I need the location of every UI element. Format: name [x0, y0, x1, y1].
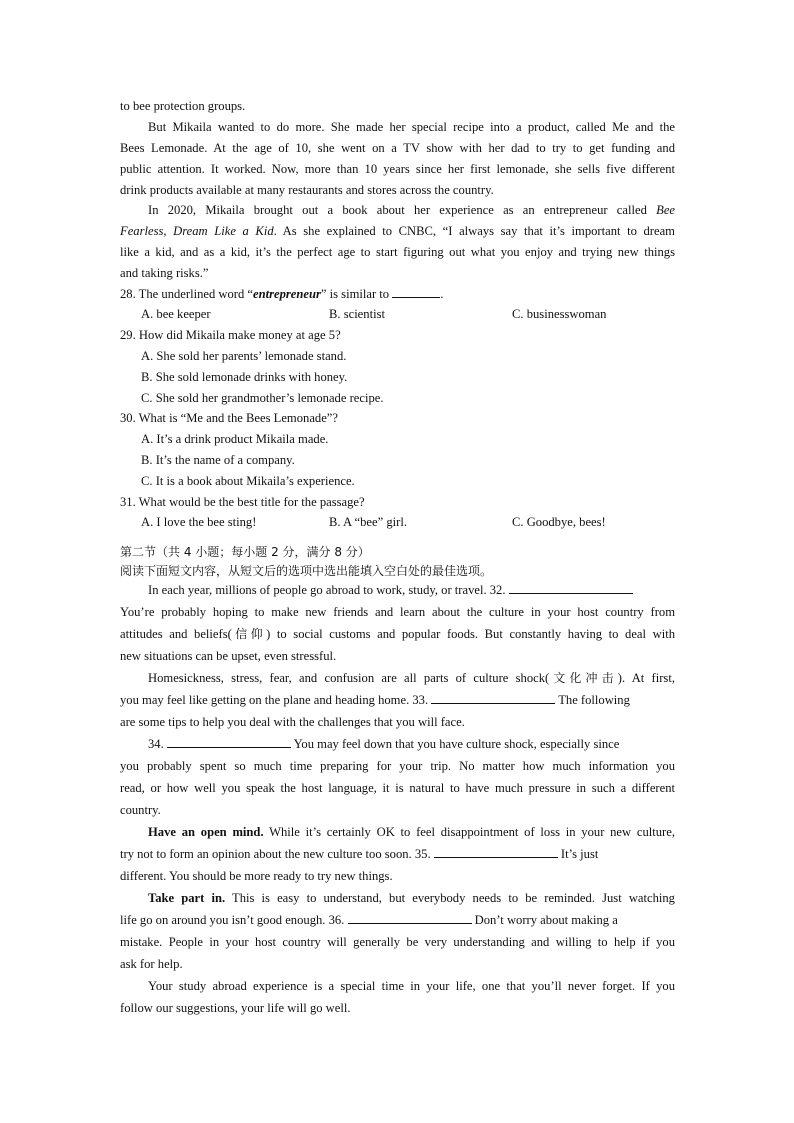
passage-line: Homesickness, stress, fear, and confusion are all parts of culture shock(文化冲击). At first,: [148, 671, 675, 685]
option-b: B. A “bee” girl.: [329, 515, 407, 529]
passage-line: mistake. People in your host country will generally be very understanding and willing to help if you: [120, 935, 675, 949]
option-b: B. She sold lemonade drinks with honey.: [141, 370, 348, 384]
option-c: C. businesswoman: [512, 307, 607, 321]
option-c: C. Goodbye, bees!: [512, 515, 606, 529]
option-c: C. She sold her grandmother’s lemonade recipe.: [141, 391, 384, 405]
option-a: A. She sold her parents’ lemonade stand.: [141, 349, 347, 363]
passage-line: new situations can be upset, even stressful.: [120, 649, 337, 663]
passage-line: public attention. It worked. Now, more than 10 years since her first lemonade, she sells five different: [120, 162, 675, 176]
answer-blank: [392, 286, 440, 298]
option-b: B. It’s the name of a company.: [141, 453, 295, 467]
passage-line: In 2020, Mikaila brought out a book about her experience as an entrepreneur called Bee: [148, 203, 675, 217]
passage-line: ask for help.: [120, 957, 183, 971]
book-title: Bee: [656, 203, 675, 217]
tip-heading: Have an open mind.: [148, 825, 264, 839]
passage-line: You’re probably hoping to make new friends and learn about the culture in your host country from: [120, 605, 675, 619]
option-a: A. bee keeper: [141, 307, 211, 321]
passage-line: Take part in. This is easy to understand, but everybody needs to be reminded. Just watching: [148, 891, 675, 905]
passage-line: you may feel like getting on the plane and heading home. 33. The following: [120, 693, 630, 707]
passage-line: different. You should be more ready to try new things.: [120, 869, 393, 883]
passage-line: In each year, millions of people go abroad to work, study, or travel. 32.: [148, 582, 675, 598]
passage-line: drink products available at many restaurants and stores across the country.: [120, 183, 494, 197]
answer-blank-33: [431, 692, 555, 704]
passage-line: Fearless, Dream Like a Kid. As she explained to CNBC, “I always say that it’s important to dream: [120, 224, 675, 238]
passage-line: try not to form an opinion about the new culture too soon. 35. It’s just: [120, 847, 599, 861]
option-b: B. scientist: [329, 307, 385, 321]
passage-line: Have an open mind. While it’s certainly OK to feel disappointment of loss in your new culture,: [148, 825, 675, 839]
passage-line: attitudes and beliefs(信仰) to social customs and popular foods. But constantly having to deal with: [120, 627, 675, 641]
option-a: A. I love the bee sting!: [141, 515, 257, 529]
passage-line: like a kid, and as a kid, it’s the perfect age to start figuring out what you enjoy and trying new things: [120, 245, 675, 259]
answer-blank-36: [348, 912, 472, 924]
passage-line: follow our suggestions, your life will go well.: [120, 1001, 351, 1015]
passage-line: are some tips to help you deal with the challenges that you will face.: [120, 715, 465, 729]
option-c: C. It is a book about Mikaila’s experience.: [141, 474, 355, 488]
tip-heading: Take part in.: [148, 891, 226, 905]
passage-line: and taking risks.”: [120, 266, 209, 280]
passage-line: 34. You may feel down that you have culture shock, especially since: [148, 737, 620, 751]
passage-line: Your study abroad experience is a special time in your life, one that you’ll never forget. If you: [148, 979, 675, 993]
question-31-stem: 31. What would be the best title for the passage?: [120, 495, 365, 509]
underlined-word: entrepreneur: [253, 287, 321, 301]
passage-line: life go on around you isn’t good enough. 36. Don’t worry about making a: [120, 913, 618, 927]
answer-blank-32: [509, 582, 633, 594]
passage-line: you probably spent so much time preparing for your trip. No matter how much information you: [120, 759, 675, 773]
passage-line: Bees Lemonade. At the age of 10, she went on a TV show with her dad to try to get funding and: [120, 141, 675, 155]
question-30-stem: 30. What is “Me and the Bees Lemonade”?: [120, 411, 338, 425]
answer-blank-35: [434, 846, 558, 858]
section-heading: 第二节（共 4 小题；每小题 2 分，满分 8 分）: [120, 545, 370, 559]
passage-line: to bee protection groups.: [120, 99, 246, 113]
option-a: A. It’s a drink product Mikaila made.: [141, 432, 329, 446]
question-29-stem: 29. How did Mikaila make money at age 5?: [120, 328, 341, 342]
passage-line: read, or how well you speak the host language, it is natural to have much pressure in such a different: [120, 781, 675, 795]
book-title: Fearless, Dream Like a Kid: [120, 224, 274, 238]
answer-blank-34: [167, 736, 291, 748]
passage-line: But Mikaila wanted to do more. She made her special recipe into a product, called Me and the: [148, 120, 675, 134]
question-28-stem: 28. The underlined word “entrepreneur” is similar to .: [120, 287, 444, 301]
passage-line: country.: [120, 803, 161, 817]
section-instruction: 阅读下面短文内容，从短文后的选项中选出能填入空白处的最佳选项。: [120, 564, 493, 578]
